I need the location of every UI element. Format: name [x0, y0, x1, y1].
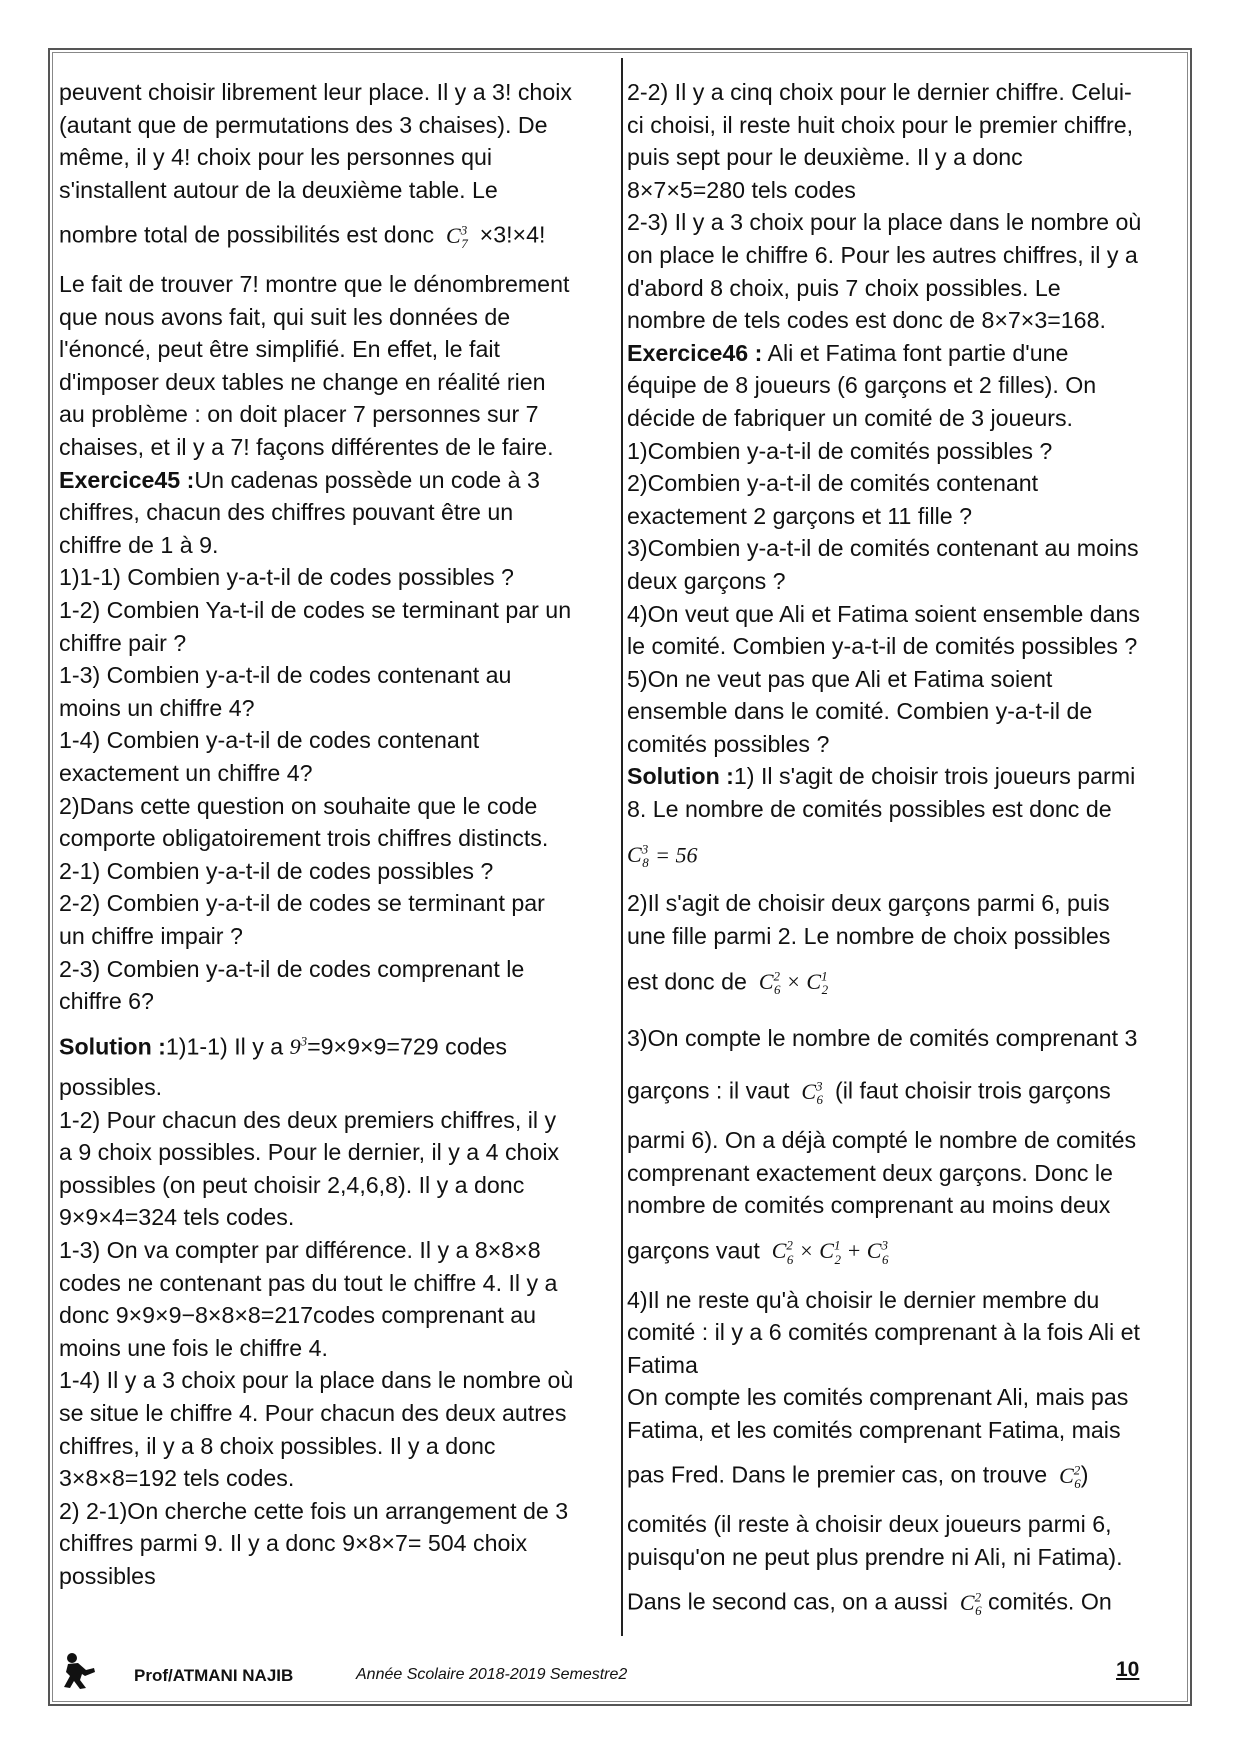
text-line: Dans le second cas, on a aussi $C^2_6$ comités. On	[627, 1588, 1112, 1619]
text-line: même, il y 4! choix pour les personnes qui	[59, 144, 493, 171]
text-line: 2-2) Il y a cinq choix pour le dernier chiffre. Celui-	[627, 79, 1132, 105]
text-line: un chiffre impair ?	[59, 922, 243, 949]
text-line: deux garçons ?	[627, 567, 786, 594]
formula-9-cubed: $9^3$	[289, 1033, 308, 1060]
text-line: 2-1) Combien y-a-t-il de codes possibles ?	[59, 857, 494, 884]
text-line: chiffres, il y a 8 choix possibles. Il y a donc	[59, 1432, 496, 1459]
text-line: 8×7×5=280 tels codes	[627, 176, 856, 203]
text-line: décide de fabriquer un comité de 3 joueurs.	[627, 404, 1073, 431]
text-line: 4)On veut que Ali et Fatima soient ensemble dans	[627, 600, 1140, 627]
text-line: ensemble dans le comité. Combien y-a-t-il de	[627, 698, 1093, 725]
text-line: a 9 choix possibles. Pour le dernier, il y a 4 choix	[59, 1139, 560, 1166]
text-line: 1)1-1) Combien y-a-t-il de codes possibles ?	[59, 564, 514, 591]
page-footer	[60, 1650, 1150, 1690]
text-line: comporte obligatoirement trois chiffres distincts.	[59, 825, 549, 852]
formula-c-6-2: $C^2_6$	[1053, 1462, 1081, 1492]
text-line: comités (il reste à choisir deux joueurs parmi 6,	[627, 1511, 1112, 1538]
text-line: On compte les comités comprenant Ali, mais pas	[627, 1384, 1129, 1411]
text-line: 9×9×4=324 tels codes.	[59, 1204, 295, 1231]
solution-46-heading: Solution :1) Il s'agit de choisir trois joueurs parmi	[627, 763, 1136, 790]
text-line: 5)On ne veut pas que Ali et Fatima soient	[627, 665, 1053, 692]
exercise-46-heading: Exercice46 : Ali et Fatima font partie d'une	[627, 339, 1069, 366]
text-line: 2) 2-1)On cherche cette fois un arrangement de 3	[59, 1497, 569, 1524]
text-line: au problème : on doit placer 7 personnes sur 7	[59, 401, 539, 428]
text-line: exactement un chiffre 4?	[59, 760, 313, 786]
text-line: chiffre de 1 à 9.	[59, 531, 219, 558]
exercise-45-heading: Exercice45 :Un cadenas possède un code à 3	[59, 466, 540, 493]
text-line: 3×8×8=192 tels codes.	[59, 1465, 295, 1492]
text-line: 2-2) Combien y-a-t-il de codes se terminant par	[59, 890, 545, 917]
footer-school-year: Année Scolaire 2018-2019 Semestre2	[356, 1666, 628, 1683]
text-line: se situe le chiffre 4. Pour chacun des deux autres	[59, 1400, 567, 1427]
text-line: 2)Dans cette question on souhaite que le code	[59, 792, 538, 819]
text-line: Fatima, et les comités comprenant Fatima, mais	[627, 1416, 1121, 1443]
text-line: 8. Le nombre de comités possibles est donc de	[627, 796, 1112, 823]
text-line: exactement 2 garçons et 11 fille ?	[627, 502, 973, 529]
text-line: possibles (on peut choisir 2,4,6,8). Il y a donc	[59, 1171, 525, 1198]
text-line: moins une fois le chiffre 4.	[59, 1334, 328, 1361]
text-line: codes ne contenant pas du tout le chiffre 4. Il y a	[59, 1269, 558, 1296]
text-line: 2)Combien y-a-t-il de comités contenant	[627, 470, 1039, 497]
text-line: nombre total de possibilités est donc $C^3_7 \times 3!\times 4$!	[59, 221, 546, 252]
text-line: 1-4) Il y a 3 choix pour la place dans le nombre où	[59, 1367, 574, 1394]
text-line: 1-2) Combien Ya-t-il de codes se terminant par un	[59, 597, 572, 624]
text-line: que nous avons fait, qui suit les données de	[59, 303, 511, 330]
text-line: peuvent choisir librement leur place. Il y a 3! choix	[59, 79, 572, 105]
text-line: Fatima	[627, 1351, 698, 1378]
formula-c-8-3: $C^3_8$	[627, 841, 649, 871]
text-line: 2-3) Combien y-a-t-il de codes comprenant le	[59, 955, 525, 982]
text-line: 1-2) Pour chacun des deux premiers chiffres, il y	[59, 1106, 557, 1133]
formula-c-6-3: $C^3_6$	[795, 1078, 824, 1107]
text-line: possibles	[59, 1562, 156, 1589]
text-line: (autant que de permutations des 3 chaises). De	[59, 111, 548, 138]
text-line: puis sept pour le deuxième. Il y a donc	[627, 144, 1023, 171]
text-line: 2-3) Il y a 3 choix pour la place dans le nombre où	[627, 209, 1142, 236]
text-line: chiffres parmi 9. Il y a donc 9×8×7= 504 choix	[59, 1530, 528, 1557]
text-line: d'imposer deux tables ne change en réalité rien	[59, 368, 546, 395]
text-line: nombre de tels codes est donc de 8×7×3=168.	[627, 307, 1106, 334]
column-divider	[621, 58, 623, 1636]
formula-c-7-3: $C^3_7$	[440, 222, 468, 252]
text-line: puisqu'on ne peut plus prendre ni Ali, ni Fatima).	[627, 1543, 1123, 1570]
text-line: comités possibles ?	[627, 730, 830, 757]
text-line: donc 9×9×9−8×8×8=217codes comprenant au	[59, 1302, 537, 1329]
author-logo-icon	[60, 1650, 100, 1690]
right-column	[627, 76, 1189, 1635]
text-line: parmi 6). On a déjà compté le nombre de comités	[627, 1127, 1137, 1153]
text-line: ci choisi, il reste huit choix pour le premier chiffre,	[627, 111, 1134, 138]
text-line: 4)Il ne reste qu'à choisir le dernier membre du	[627, 1286, 1100, 1313]
text-line: 1-4) Combien y-a-t-il de codes contenant	[59, 727, 480, 754]
text-line: est donc de $C^2_6 \times C^1_2$	[627, 967, 829, 998]
text-line: on place le chiffre 6. Pour les autres chiffres, il y a	[627, 241, 1138, 268]
text-line: moins un chiffre 4?	[59, 694, 255, 721]
text-line: pas Fred. Dans le premier cas, on trouve $C^2_6$)	[627, 1461, 1089, 1492]
text-line: équipe de 8 joueurs (6 garçons et 2 filles). On	[627, 372, 1097, 399]
left-column	[59, 76, 615, 1593]
text-line: 1)Combien y-a-t-il de comités possibles ?	[627, 437, 1053, 464]
text-line: 3)Combien y-a-t-il de comités contenant au moins	[627, 535, 1139, 562]
text-line: chiffre 6?	[59, 988, 154, 1015]
text-line: comité : il y a 6 comités comprenant à la fois Ali et	[627, 1319, 1140, 1346]
text-line: Le fait de trouver 7! montre que le dénombrement	[59, 271, 570, 298]
footer-author: Prof/ATMANI NAJIB	[134, 1666, 294, 1685]
text-line: chaises, et il y a 7! façons différentes de le faire.	[59, 434, 554, 461]
text-line: comprenant exactement deux garçons. Donc le	[627, 1159, 1113, 1186]
text-line: $C^3_8 = 56$	[627, 841, 698, 871]
text-line: garçons : il vaut $C^3_6$ (il faut choisir trois garçons	[627, 1077, 1111, 1107]
text-line: s'installent autour de la deuxième table. Le	[59, 176, 498, 203]
text-line: d'abord 8 choix, puis 7 choix possibles. Le	[627, 274, 1061, 301]
text-line: 2)Il s'agit de choisir deux garçons parmi 6, puis	[627, 890, 1110, 917]
page-number: 10	[1116, 1658, 1140, 1681]
text-line: le comité. Combien y-a-t-il de comités possibles ?	[627, 633, 1138, 660]
text-line: 3)On compte le nombre de comités comprenant 3	[627, 1025, 1138, 1052]
text-line: chiffre pair ?	[59, 629, 187, 656]
text-line: 1-3) On va compter par différence. Il y a 8×8×8	[59, 1237, 541, 1264]
text-line: l'énoncé, peut être simplifié. En effet, le fait	[59, 336, 500, 363]
text-line: possibles.	[59, 1074, 163, 1101]
text-line: nombre de comités comprenant au moins deux	[627, 1192, 1111, 1219]
formula-c-6-2: $C^2_6$	[954, 1589, 982, 1619]
formula-c-6-2-times-c-2-1: $C^2_6 \times C^1_2$	[753, 968, 829, 998]
solution-45-heading: Solution :1)1-1) Il y a $9^3=9\times 9\times 9=729$ codes	[59, 1033, 507, 1060]
text-line: 1-3) Combien y-a-t-il de codes contenant au	[59, 662, 512, 689]
formula-c-6-2-times-c-2-1-plus-c-6-3: $C^2_6 \times C^1_2 + C^3_6$	[766, 1237, 889, 1267]
text-line: une fille parmi 2. Le nombre de choix possibles	[627, 922, 1111, 949]
text-line: garçons vaut $C^2_6 \times C^1_2 + C^3_6$	[627, 1237, 889, 1267]
text-line: chiffres, chacun des chiffres pouvant être un	[59, 499, 514, 526]
